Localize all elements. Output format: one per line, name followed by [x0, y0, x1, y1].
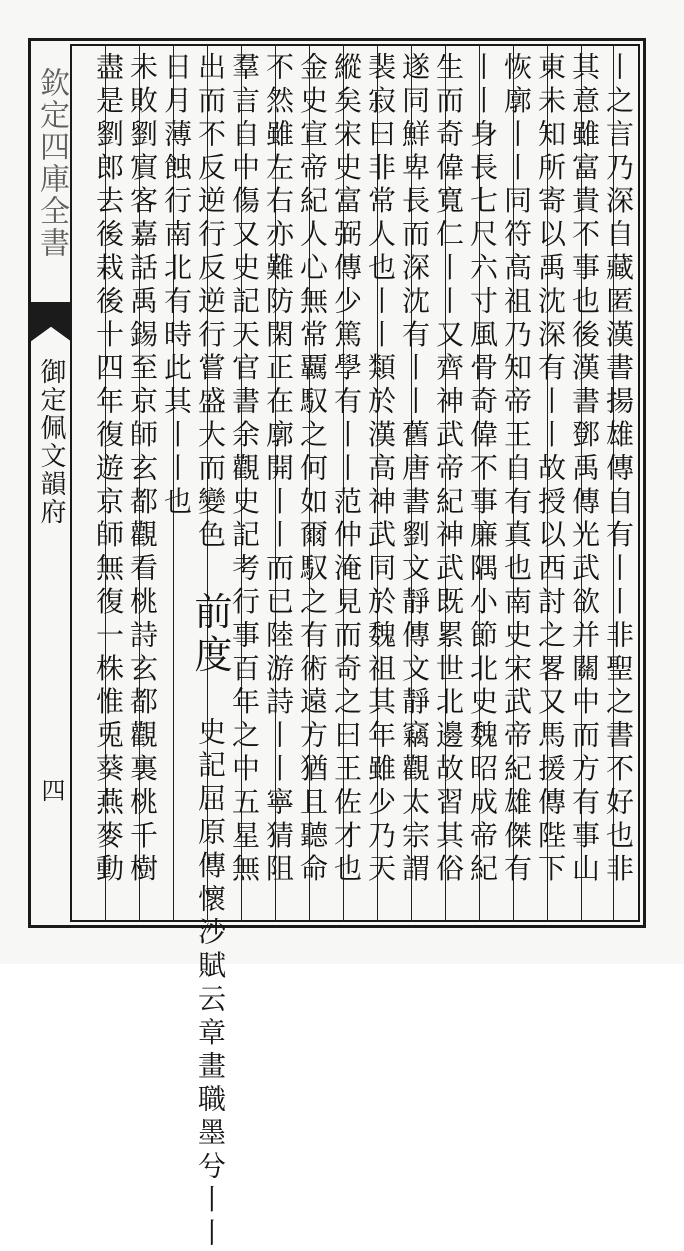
book-title: 御定佩文韻府 — [36, 358, 66, 526]
text-column-11: 不然雖左右亦難防閑正在廓開丨丨而已陸游詩丨丨寧猜阻 — [262, 52, 295, 887]
headword-definition: 史記屈原傳懷沙賦云章畫職墨兮丨丨 — [194, 716, 227, 1251]
text-column-4: 恢廓丨丨同符高祖乃知帝王自有真也南史宋武帝紀雄傑有 — [500, 52, 533, 887]
text-column-1: 丨之言乃深自藏匿漢書揚雄傳自有丨丨非聖之書不好也非 — [602, 52, 635, 887]
text-column-16: 盡是劉郎去後栽後十四年復遊京師無復一株惟兎葵燕麥動 — [92, 52, 125, 887]
text-column-5: 丨丨身長七尺六寸風骨奇偉不事廉隅小節北史魏昭成帝紀 — [466, 52, 499, 887]
text-column-9: 縱矣宋史富弼傳少篤學有丨丨范仲淹見而奇之曰王佐才也 — [330, 52, 363, 887]
text-column-3: 東未知所寄以禹沈深有丨丨故授以西討之畧又馬援傳陛下 — [534, 52, 567, 887]
collection-title: 欽定四庫全書 — [34, 67, 69, 259]
headword: 前度 — [188, 591, 232, 679]
margin-band — [30, 40, 72, 926]
text-column-6: 生而奇偉寬仁丨丨又齊神武帝紀神武既累世北邊故習其俗 — [432, 52, 465, 887]
text-column-2: 其意雖富貴不事也後漢書鄧禹傳光武欲并關中而方有事山 — [568, 52, 601, 887]
text-column-10: 金史宣帝紀人心無常覊馭之何如爾馭之有術遠方猶且聽命 — [296, 52, 329, 887]
text-column-14: 日月薄蝕行南北有時此其丨丨也 — [160, 52, 193, 520]
text-column-13: 出而不反逆行反逆行嘗盛大而變色 — [194, 52, 227, 553]
text-column-15: 未敗劉賔客嘉話禹錫至京師玄都觀看桃詩玄都觀裏桃千樹 — [126, 52, 159, 887]
text-column-7: 遂同鮮卑長而深沈有丨丨舊唐書劉文靜傳文靜竊觀太宗謂 — [398, 52, 431, 887]
page-number: 四 — [37, 778, 65, 802]
fish-tail-mark — [30, 302, 72, 342]
text-column-12: 羣言自中傷又史記天官書余觀史記考行事百年之中五星無 — [228, 52, 261, 887]
text-column-8: 裴寂曰非常人也丨丨類於漢高神武同於魏祖其年雖少乃天 — [364, 52, 397, 887]
